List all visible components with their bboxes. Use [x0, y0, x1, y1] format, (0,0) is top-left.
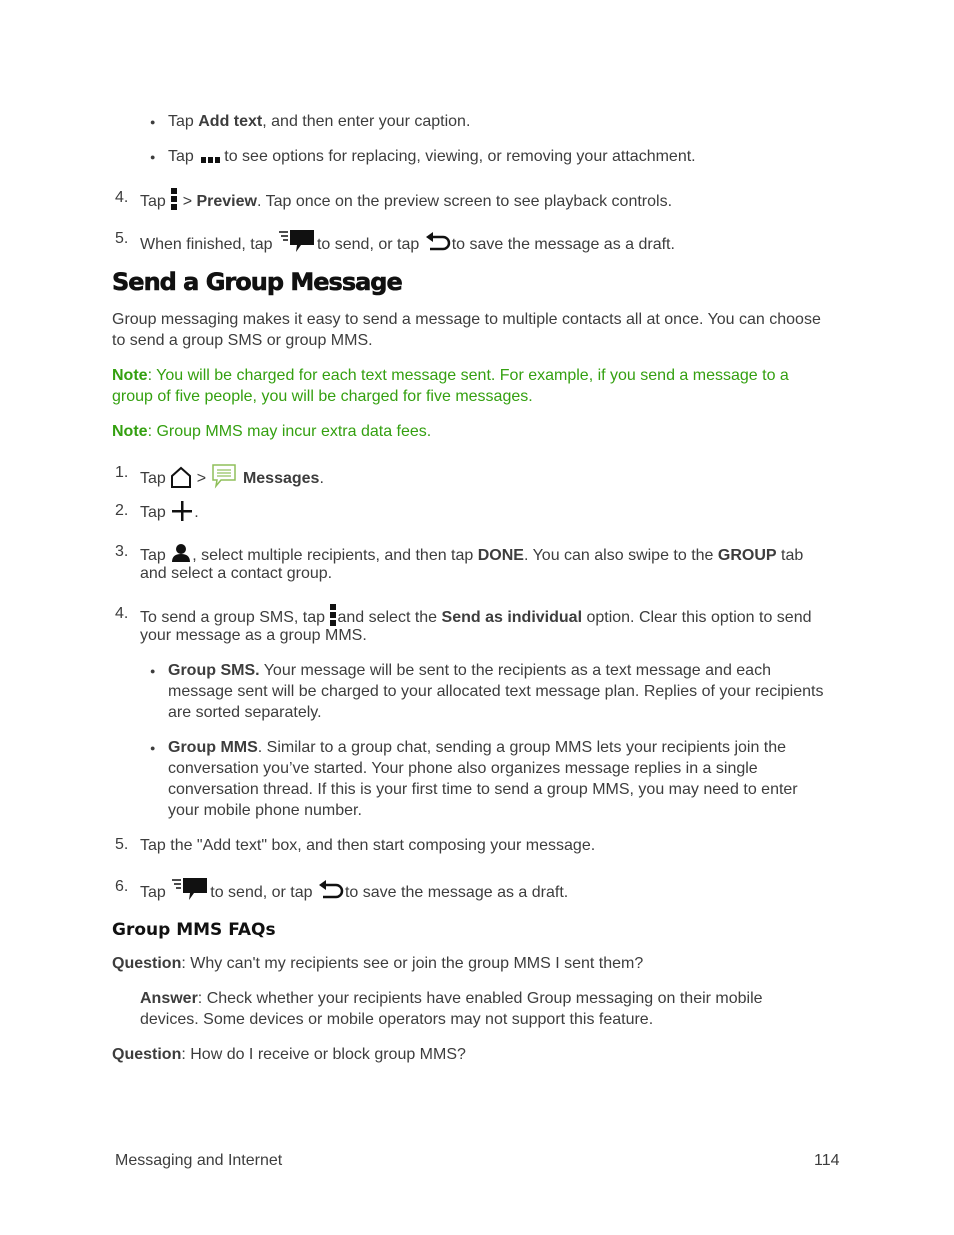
- group-mms-desc: conversation you’ve started. Your phone also organizes message replies in a single: [168, 760, 758, 777]
- more-horizontal-icon: [198, 146, 224, 167]
- step-number: 5.: [115, 230, 129, 247]
- bullet-dot: ●: [150, 152, 156, 162]
- back-arrow-icon: [424, 231, 452, 255]
- step-finished: When finished, tap to send, or tap to save the message as a draft.: [140, 229, 675, 255]
- group-mms-desc: conversation thread. If this is your first time to send a group MMS, you may need to enter: [168, 781, 798, 798]
- more-vertical-icon: [170, 188, 178, 212]
- back-arrow-icon: [317, 879, 345, 903]
- bullet-dot: ●: [150, 743, 156, 753]
- note-charges-cont: group of five people, you will be charged for five messages.: [112, 388, 533, 405]
- step-select-recipients: Tap , select multiple recipients, and then tap DONE. You can also swipe to the GROUP tab: [140, 542, 803, 566]
- group-sms-desc: message sent will be charged to your allocated text message plan. Replies of your recipients: [168, 683, 824, 700]
- intro-text: to send a group SMS or group MMS.: [112, 332, 373, 349]
- bullet-more-options: Tap to see options for replacing, viewing, or removing your attachment.: [168, 148, 696, 165]
- step-preview: Tap > Preview. Tap once on the preview screen to see playback controls.: [140, 188, 672, 212]
- intro-text: Group messaging makes it easy to send a message to multiple contacts all at once. You can choose: [112, 311, 821, 328]
- step-number: 3.: [115, 543, 129, 560]
- bullet-dot: ●: [150, 666, 156, 676]
- faq-answer: Answer: Check whether your recipients have enabled Group messaging on their mobile: [140, 990, 763, 1007]
- step-number: 2.: [115, 502, 129, 519]
- faq-question: Question: Why can't my recipients see or join the group MMS I sent them?: [112, 955, 644, 972]
- step-number: 1.: [115, 464, 129, 481]
- step-number: 4.: [115, 605, 129, 622]
- messages-app-icon: [210, 463, 238, 489]
- step-send: Tap to send, or tap to save the message as a draft.: [140, 877, 568, 903]
- note-data-fees: Note: Group MMS may incur extra data fees.: [112, 423, 432, 440]
- home-icon: [170, 465, 192, 489]
- section-title: Send a Group Message: [112, 268, 402, 296]
- step-number: 5.: [115, 836, 129, 853]
- bullet-add-text: Tap Add text, and then enter your caption.: [168, 113, 471, 130]
- faq-title: Group MMS FAQs: [112, 920, 276, 940]
- page-number: 114: [814, 1152, 840, 1169]
- faq-question: Question: How do I receive or block group MMS?: [112, 1046, 466, 1063]
- step-number: 6.: [115, 878, 129, 895]
- faq-answer-cont: devices. Some devices or mobile operators may not support this feature.: [140, 1011, 654, 1028]
- step-select-recipients-cont: and select a contact group.: [140, 565, 333, 582]
- send-message-icon: [277, 229, 317, 255]
- group-sms-desc: are sorted separately.: [168, 704, 322, 721]
- step-new-message: Tap .: [140, 501, 199, 523]
- footer-section: Messaging and Internet: [115, 1152, 283, 1169]
- send-message-icon: [170, 877, 210, 903]
- step-number: 4.: [115, 189, 129, 206]
- note-charges: Note: You will be charged for each text message sent. For example, if you send a message to a: [112, 367, 789, 384]
- step-compose: Tap the "Add text" box, and then start composing your message.: [140, 837, 596, 854]
- group-mms-desc: your mobile phone number.: [168, 802, 362, 819]
- bullet-dot: ●: [150, 117, 156, 127]
- plus-icon: [170, 501, 194, 523]
- group-sms-desc: Group SMS. Your message will be sent to the recipients as a text message and each: [168, 662, 771, 679]
- group-mms-desc: Group MMS. Similar to a group chat, sending a group MMS lets your recipients join the: [168, 739, 787, 756]
- step-group-sms-cont: your message as a group MMS.: [140, 627, 367, 644]
- step-open-messages: Tap > Messages.: [140, 463, 324, 489]
- step-group-sms: To send a group SMS, tap and select the Send as individual option. Clear this option to send: [140, 604, 812, 628]
